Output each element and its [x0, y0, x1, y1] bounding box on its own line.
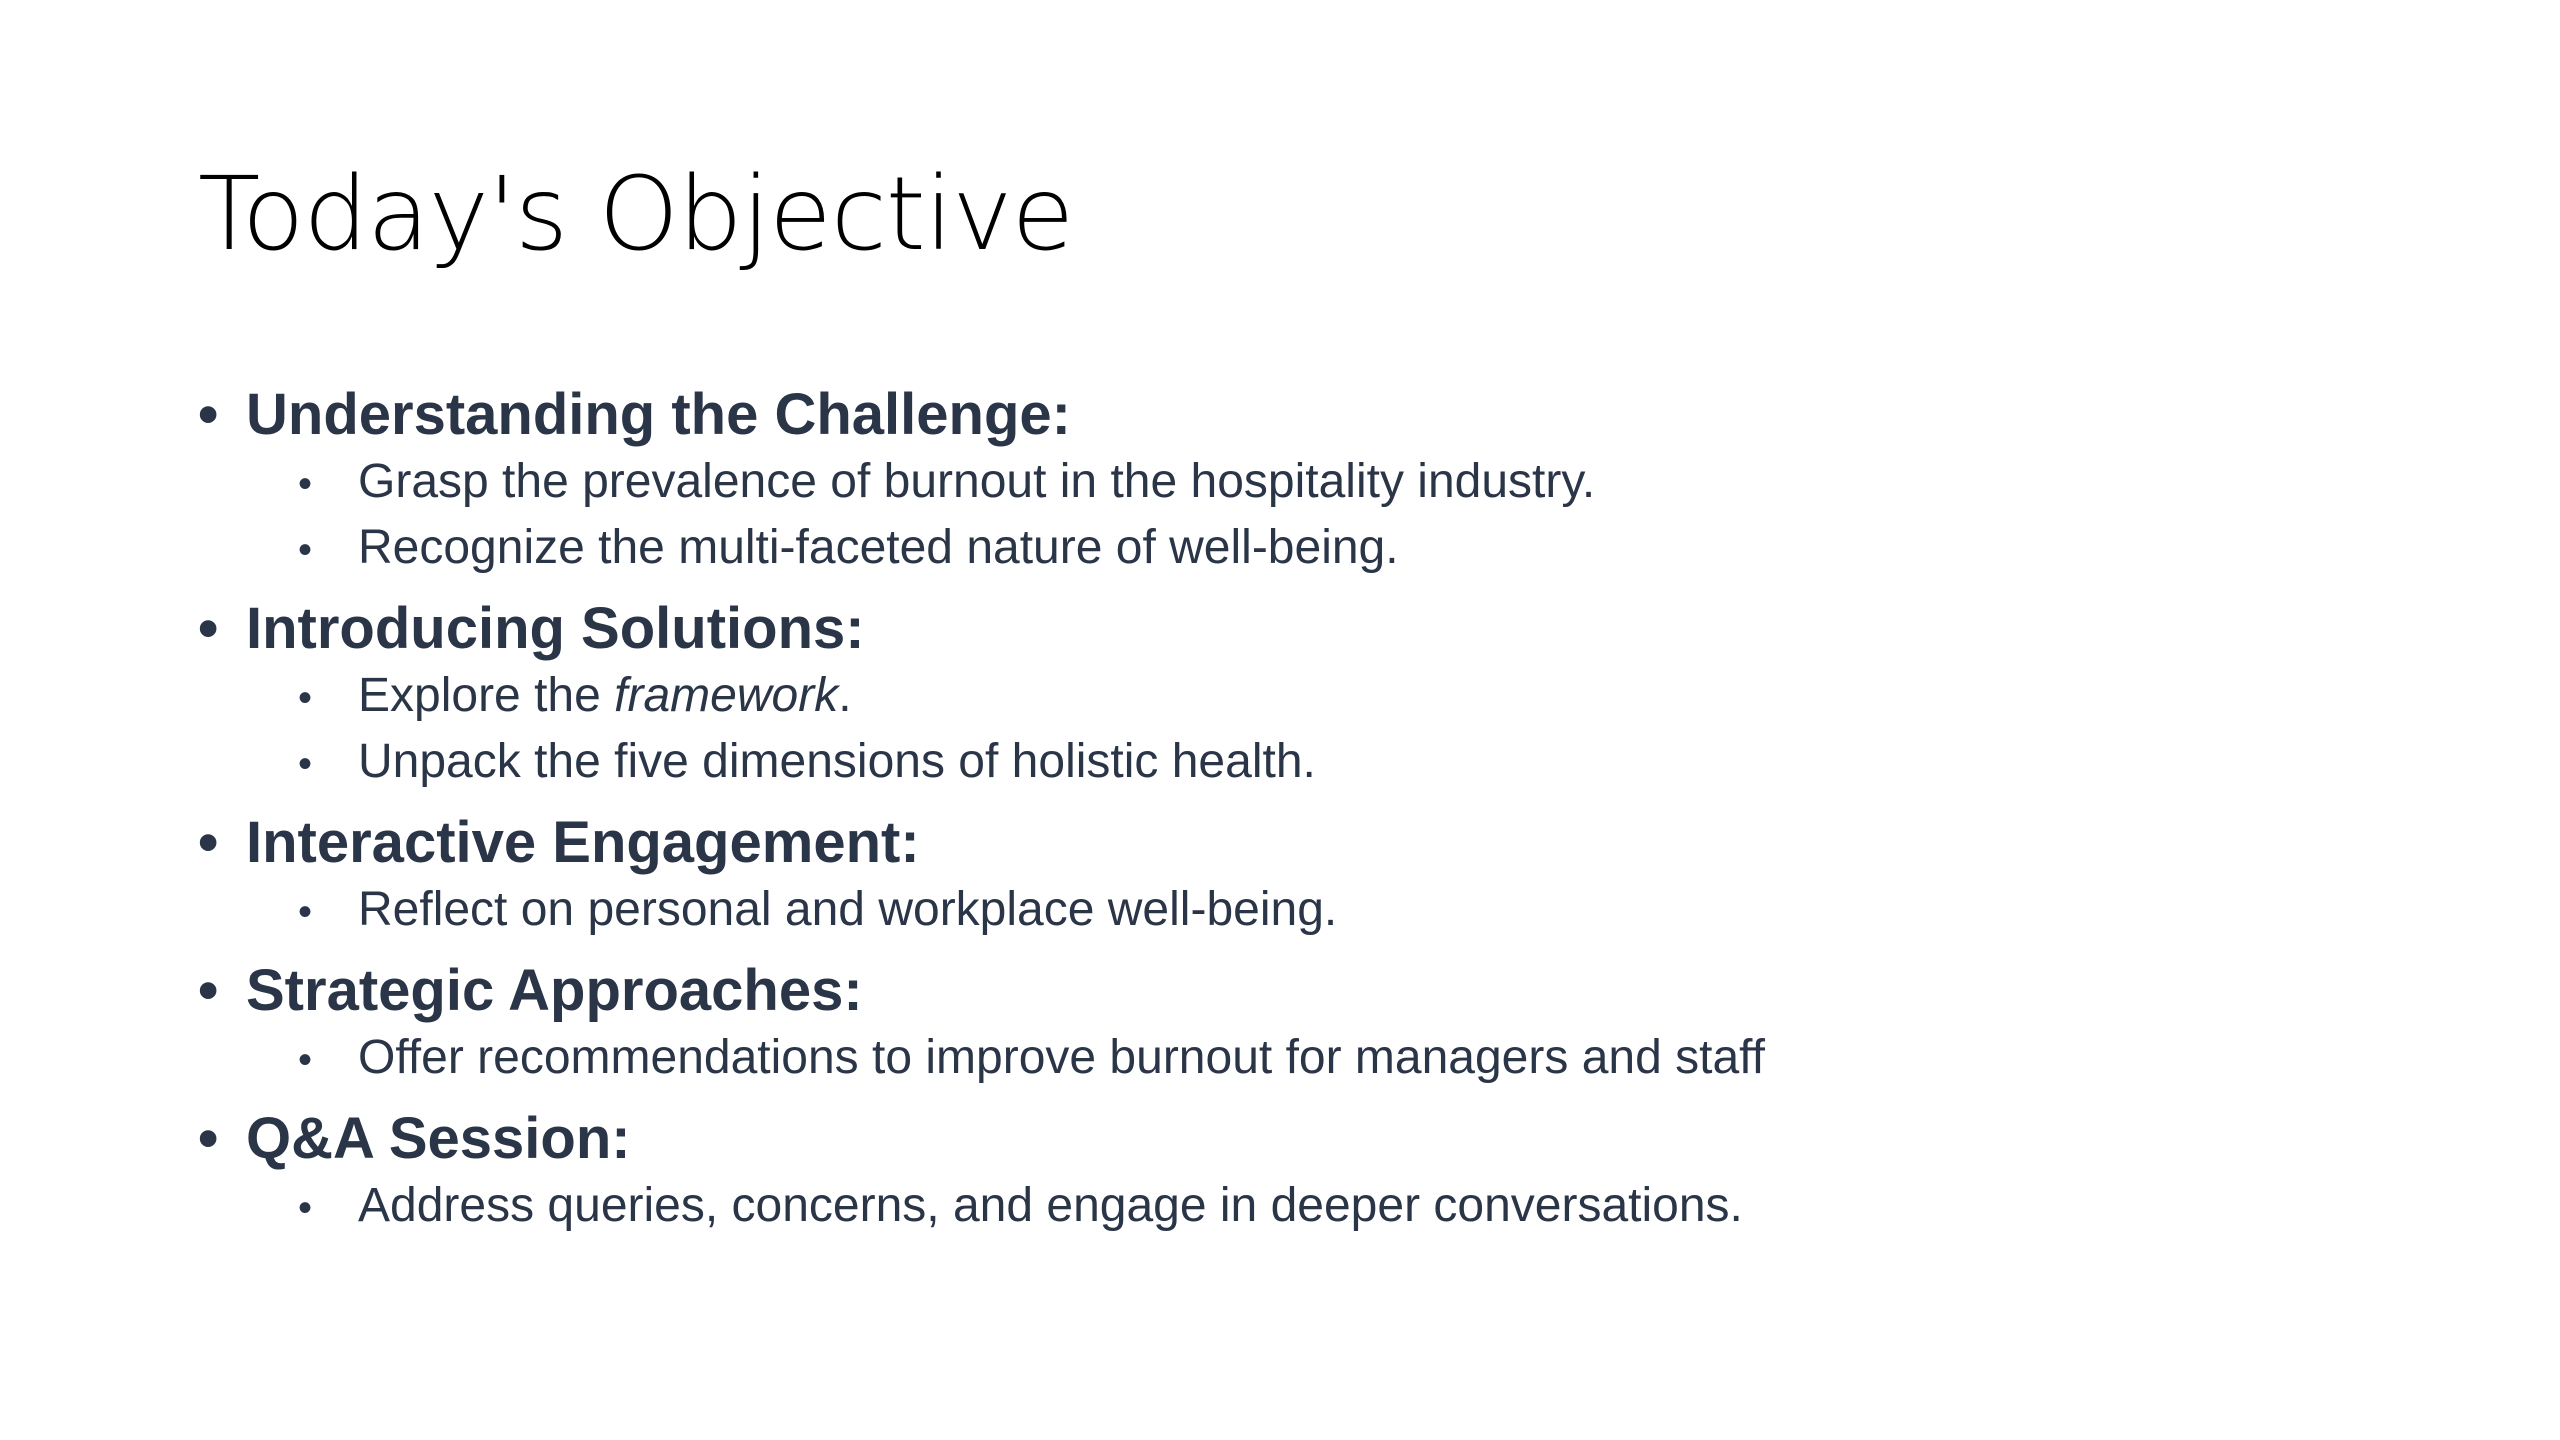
bullet-icon: • [298, 462, 313, 506]
sub-item [198, 878, 2398, 944]
sub-item [198, 450, 2398, 516]
bullet-icon: • [298, 528, 313, 572]
sub-item-text: Reflect on personal and workplace well-being. [358, 883, 1338, 936]
bullet-icon: • [198, 382, 219, 447]
topic-qa-session [198, 1104, 2398, 1174]
sub-item-text: Address queries, concerns, and engage in deeper conversations. [358, 1179, 1743, 1232]
bullet-icon: • [198, 810, 219, 875]
sub-item [198, 664, 2398, 730]
bullet-icon: • [298, 676, 313, 720]
sub-item-text-lead: Explore the [358, 669, 615, 722]
bullet-icon: • [298, 742, 313, 786]
bullet-icon: • [198, 1106, 219, 1171]
sub-item [198, 516, 2398, 582]
sub-item-text-tail: . [838, 669, 852, 722]
topic-heading: Q&A Session: [246, 1106, 631, 1171]
topic-heading: Introducing Solutions: [246, 596, 865, 661]
bullet-icon: • [298, 1186, 313, 1230]
topic-heading: Interactive Engagement: [246, 810, 920, 875]
sub-item-text: Recognize the multi-faceted nature of well-being. [358, 521, 1399, 574]
sub-item [198, 730, 2398, 796]
topic-heading: Understanding the Challenge: [246, 382, 1071, 447]
bullet-icon: • [298, 1038, 313, 1082]
sub-item [198, 1174, 2398, 1240]
topic-heading: Strategic Approaches: [246, 958, 863, 1023]
bullet-icon: • [198, 596, 219, 661]
sub-item-text: Grasp the prevalence of burnout in the hospitality industry. [358, 455, 1596, 508]
topic-introducing-solutions [198, 594, 2398, 664]
topic-strategic-approaches [198, 956, 2398, 1026]
objective-list [198, 380, 2398, 1240]
bullet-icon: • [298, 890, 313, 934]
sub-item-text: Unpack the five dimensions of holistic health. [358, 735, 1316, 788]
framework-emphasis: framework [614, 669, 839, 722]
bullet-icon: • [198, 958, 219, 1023]
sub-item-text: Offer recommendations to improve burnout for managers and staff [358, 1031, 1765, 1084]
topic-interactive-engagement [198, 808, 2398, 878]
slide-title: Today's Objective [198, 155, 1074, 274]
sub-item [198, 1026, 2398, 1092]
sub-item-text [358, 664, 852, 728]
topic-understanding-the-challenge [198, 380, 2398, 450]
